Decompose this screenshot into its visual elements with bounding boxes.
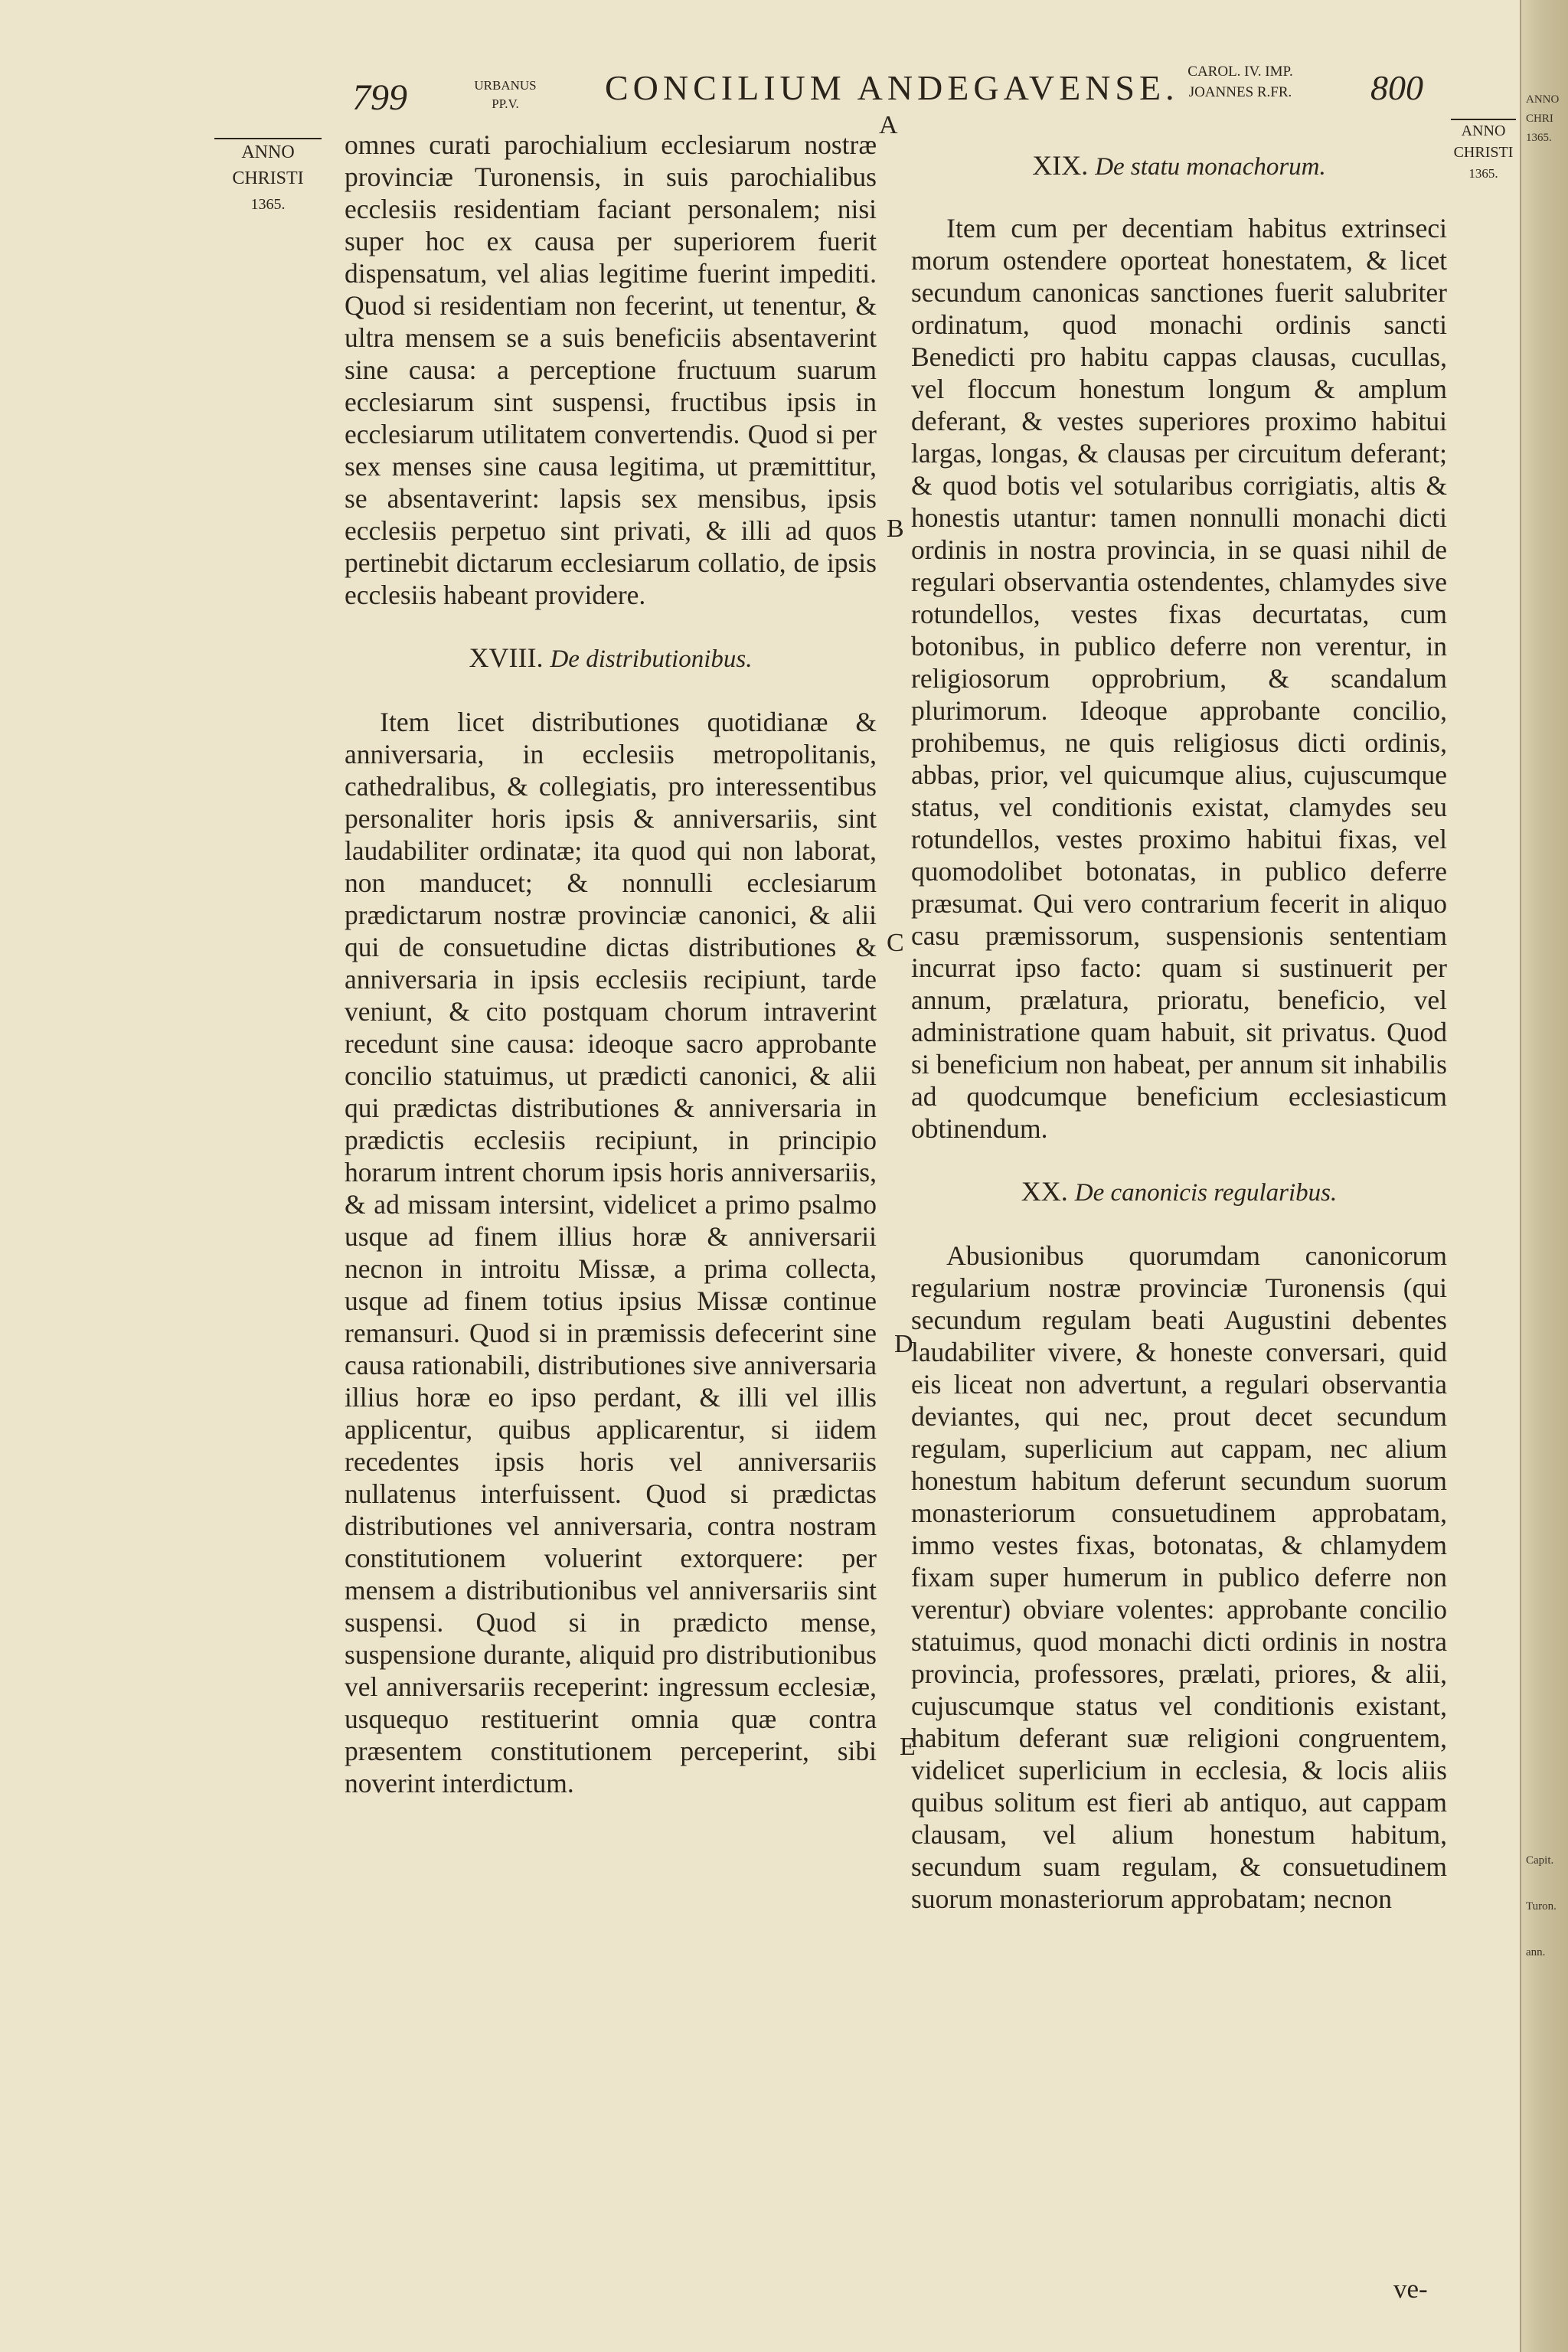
edge-text: ANNO [1526,93,1560,106]
year-note-year: 1365. [1468,166,1498,181]
paragraph-canons-regular: Abusionibus quorumdam canonicorum regularium nostræ provinciæ Turonensis (qui secundum regulam beati Augustini debentes laudabiliter vivere, & honeste conversari, quid eis liceat non advertunt, a regulari observantia deviantes, qui nec, prout decet secundum regulam, superlicium aut cappam, nec alium honestum habitum deferunt secundum suorum monasteriorum consuetudinem approbatam, immo vestes fixas, botonatas, & chlamydem fixam super humerum in publico deferre non verentur) obviare volentes: approbante concilio statuimus, quod monachi dicti ordinis in nostra provincia, professores, prælati, priores, & alii, cujuscumque status vel conditionis existant, habitum deferant suæ religioni congruentem, videlicet superlicium in ecclesia, & locis aliis quibus solitum est fieri ab antiquo, aut cappam clausam, vel alium honestum habitum, secundum suam regulam, & consuetudinem suorum monasteriorum approbatam; necnon [911,1240,1447,1914]
edge-text: CHRI [1526,113,1553,125]
section-title: De statu monachorum. [1095,153,1326,181]
running-title: CONCILIUM ANDEGAVENSE. [605,68,1179,107]
running-head-rulers [1145,61,1336,103]
section-heading-xviii [345,642,877,675]
section-title: De canonicis regularibus. [1074,1179,1338,1207]
running-head-pope [459,77,551,113]
page-number-right: 800 [1370,68,1423,107]
edge-text: Turon. [1526,1900,1557,1913]
section-number: XX. [1021,1176,1068,1207]
section-number: XVIII. [469,642,544,673]
year-note-right [1451,119,1516,185]
year-note-christi: CHRISTI [232,168,304,188]
edge-text: Capit. [1526,1854,1554,1867]
year-note-christi: CHRISTI [1453,144,1514,161]
paragraph-monks: Item cum per decentiam habitus extrinseci morum ostendere oporteat honestatem, & licet secundum canonicas sanctiones fuerit salubriter ordinatum, quod monachi ordinis sancti Benedicti pro habitu cappas clausas, cucullas, vel floccum honestum longum & amplum deferant, & vestes superiores proximo habitui largas, longas, & clausas per circuitum deferant; & quod botis vel sotularibus corrigiatis, altis & honestis utantur: tamen nonnulli monachi dicti ordinis in nostra provincia, in se quasi nihil de regulari observantia ostendentes, chlamydes sive rotundellos, vestes fixas decurtatas, cum botonibus, in publico deferre non verentur, in religiosorum opprobrium, & scandalum plurimorum. Ideoque approbante concilio, prohibemus, ne quis religiosus dicti ordinis, abbas, prior, vel quicumque alius, cujuscumque status, vel conditionis existat, clamydes seu rotundellos, vestes proximo habitui fixas, vel quomodolibet botonatas, in publico deferre præsumat. Qui vero contrarium fecerit in aliquo casu præmissorum, suspensionis sententiam incurrat ipso facto: quam si sustinuerit per annum, prælatura, prioratu, beneficio, vel administratione quam habuit, sit privatus. Quod si beneficium non habeat, per annum sit inhabilis ad quodcumque beneficium ecclesiasticum obtinendum. [911,213,1447,1144]
year-note-anno: ANNO [1451,119,1516,142]
emperor-name: CAROL. IV. IMP. [1187,64,1293,80]
paragraph-residence: omnes curati parochialium ecclesiarum nostræ provinciæ Turonensis, in suis parochialibus ecclesiis residentiam faciant personalem; nisi super hoc ex causa per superiorem fuerit dispensatum, vel alias legitime fuerint impediti. Quod si residentiam non fecerint, ut tenentur, & ultra mensem se a suis beneficiis absentaverint sine causa: a perceptione fructuum suarum ecclesiarum sint suspensi, fructibus ipsis in ecclesiarum utilitatem convertendis. Quod si per sex menses sine causa legitima, ut præmittitur, se absentaverint: lapsis sex mensibus, ipsis ecclesiis perpetuo sint privati, & illi ad quos pertinebit dictarum ecclesiarum collatio, de ipsis ecclesiis habeant providere. [345,129,877,610]
edge-text: ann. [1526,1946,1546,1958]
pope-title: PP.V. [492,96,519,111]
section-title: De distributionibus. [550,645,753,673]
section-mark-c: C [887,929,904,957]
year-note-anno: ANNO [214,138,322,165]
right-column [911,149,1447,1915]
king-name: JOANNES R.FR. [1188,84,1292,100]
left-column [345,129,877,1799]
paragraph-distributions: Item licet distributiones quotidianæ & anniversaria, in ecclesiis metropolitanis, cathedralibus, & collegiatis, pro interessentibus personaliter horis ipsis & anniversariis, sint laudabiliter ordinatæ; ita quod qui non laborat, non manducet; & nonnulli ecclesiarum prædictarum nostræ provinciæ canonici, & alii qui de consuetudine dictas distributiones & anniversaria in ipsis ecclesiis recipiunt, tarde veniunt, & cito postquam chorum intraverint recedunt sine causa: ideoque sacro approbante concilio statuimus, ut prædicti canonici, & alii qui prædictas distributiones & anniversaria in prædictis ecclesiis recipiunt, in principio horarum intrent chorum ipsis horis anniversariis, & ad missam intersint, videlicet a primo psalmo usque ad finem illius horæ & anniversarii necnon in introitu Missæ, a prima collecta, usque ad finem totius ipsius Missæ continue remansuri. Quod si in præmissis defecerint sine causa rationabili, distributiones sive anniversaria illius horæ eo ipso perdant, & illi vel illis applicentur, quibus applicarentur, si iidem recedentes ipsis horis vel anniversariis nullatenus interfuissent. Quod si prædictas distributiones vel anniversaria, contra nostram constitutionem voluerint extorquere: per mensem a distributionibus vel anniversariis sint suspensi. Quod si in prædicto mense, suspensione durante, aliquid pro distributionibus vel anniversariis receperint: ingressum ecclesiæ, usquequo restituerint omnia quæ contra præsentem constitutionem perceperint, sibi noverint interdictum. [345,707,877,1798]
section-mark-d: D [894,1330,913,1358]
catchword: ve- [1393,2274,1428,2304]
year-note-left [214,138,322,217]
adjacent-page-edge [1520,0,1568,2352]
section-heading-xix [911,149,1447,183]
section-heading-xx [911,1175,1447,1209]
page-number-left: 799 [352,77,407,118]
pope-name: URBANUS [474,78,537,93]
section-mark-e: E [900,1733,916,1761]
section-number: XIX. [1032,150,1089,181]
section-mark-a: A [879,111,898,139]
year-note-year: 1365. [250,196,286,213]
section-mark-b: B [887,514,904,543]
edge-text: 1365. [1526,132,1552,144]
